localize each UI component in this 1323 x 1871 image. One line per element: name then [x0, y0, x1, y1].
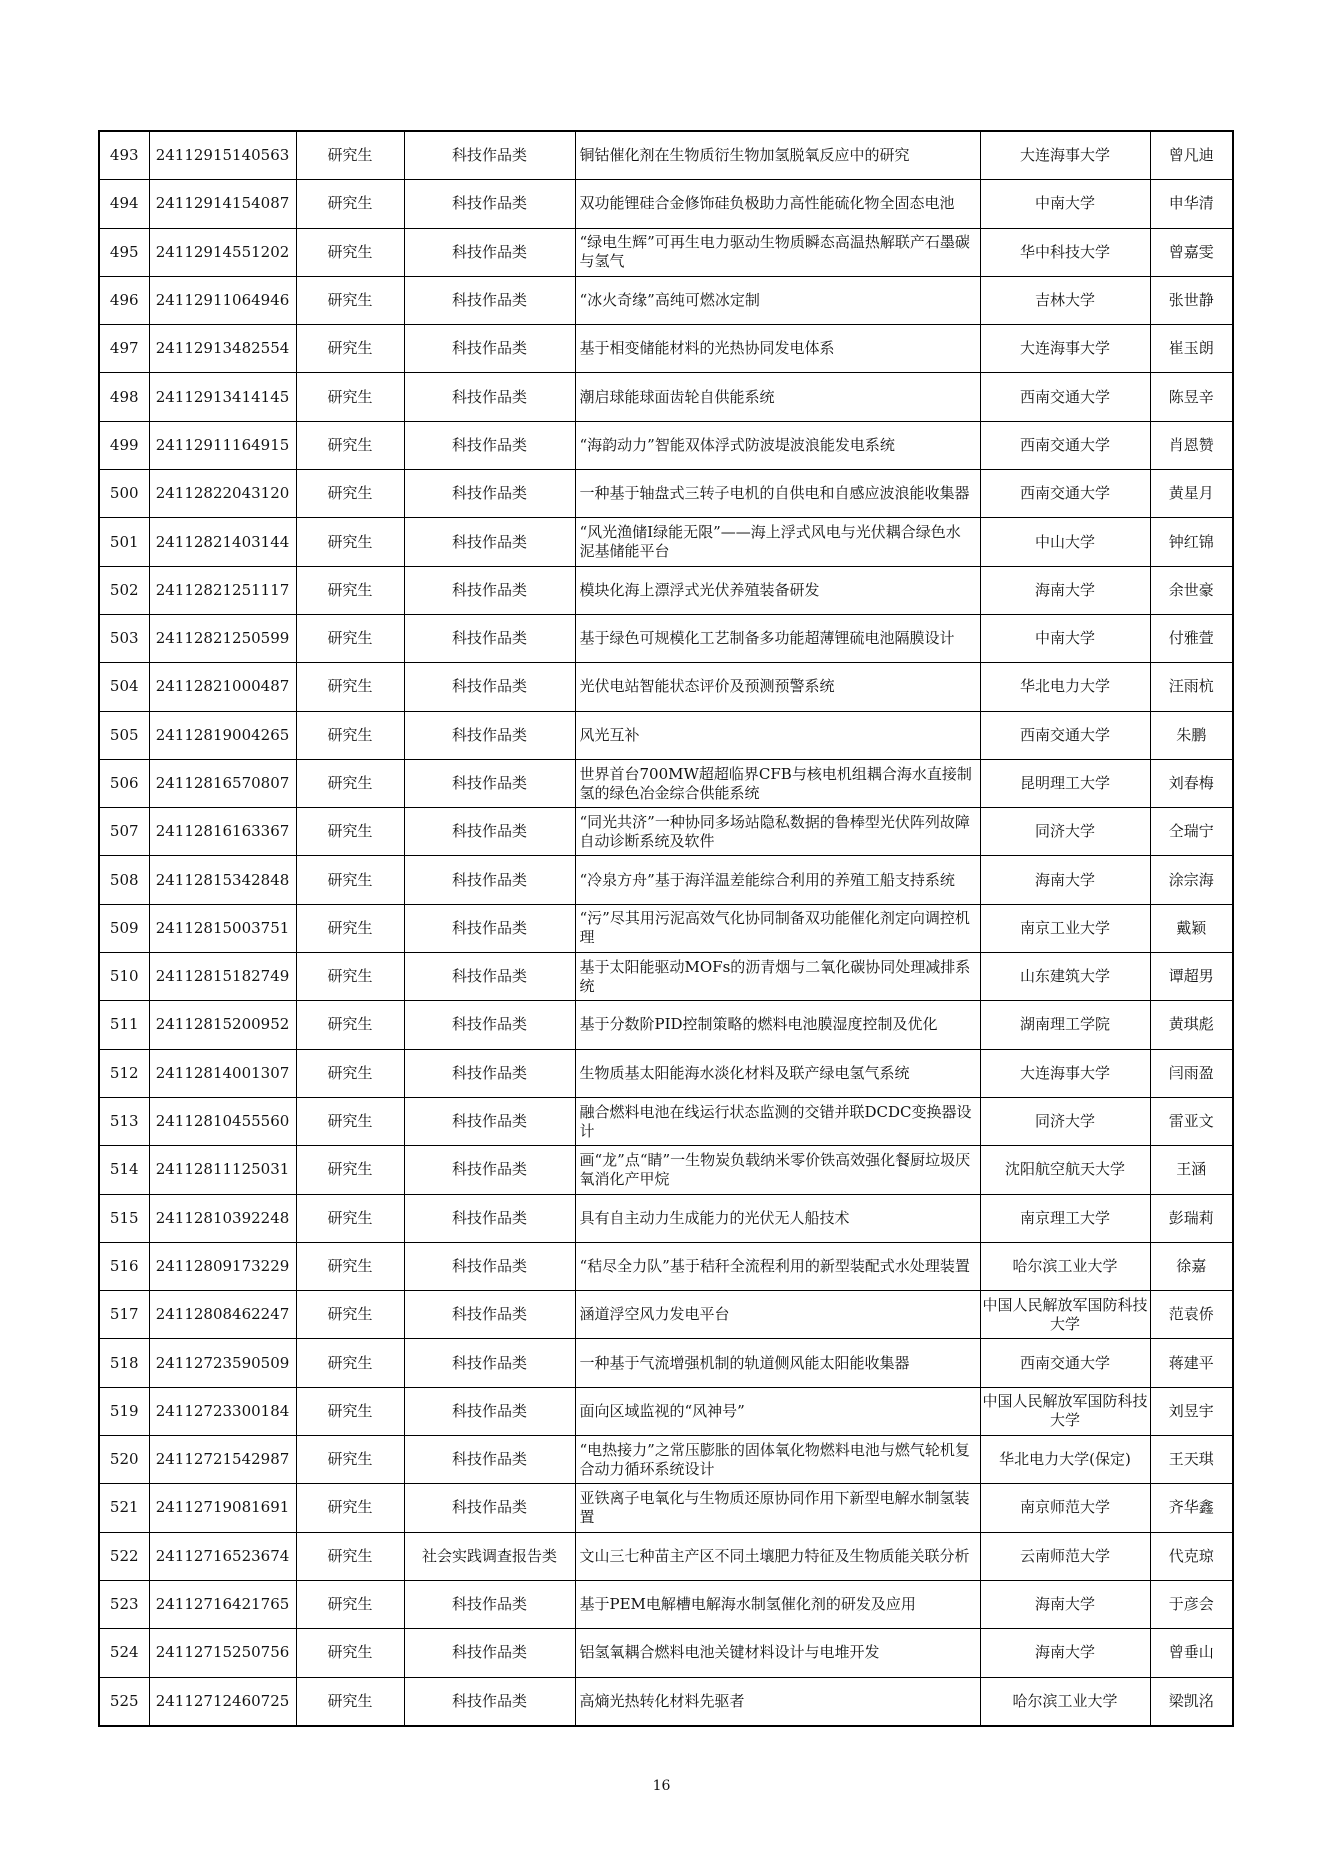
project-title-cell: 生物质基太阳能海水淡化材料及联产绿电氢气系统: [575, 1049, 980, 1097]
project-title-cell: 一种基于气流增强机制的轨道侧风能太阳能收集器: [575, 1339, 980, 1387]
category-cell: 科技作品类: [404, 1049, 575, 1097]
table-row: [99, 953, 1233, 1001]
row-number-cell: 503: [99, 614, 149, 662]
project-title-cell: 模块化海上漂浮式光伏养殖装备研发: [575, 566, 980, 614]
school-cell: 昆明理工大学: [980, 759, 1150, 807]
entry-id-cell: 24112811125031: [149, 1146, 296, 1194]
table-row: [99, 1339, 1233, 1387]
row-number-cell: 507: [99, 808, 149, 856]
level-cell: 研究生: [296, 1677, 404, 1726]
project-title-cell: 基于分数阶PID控制策略的燃料电池膜湿度控制及优化: [575, 1001, 980, 1049]
category-cell: 科技作品类: [404, 614, 575, 662]
table-row: [99, 614, 1233, 662]
entry-id-cell: 24112911164915: [149, 421, 296, 469]
row-number-cell: 502: [99, 566, 149, 614]
entry-id-cell: 24112821403144: [149, 518, 296, 566]
name-cell: 梁凯洺: [1150, 1677, 1233, 1726]
table-row: [99, 663, 1233, 711]
row-number-cell: 494: [99, 180, 149, 228]
name-cell: 戴颖: [1150, 904, 1233, 952]
name-cell: 汪雨杭: [1150, 663, 1233, 711]
row-number-cell: 493: [99, 131, 149, 180]
school-cell: 西南交通大学: [980, 470, 1150, 518]
table-row: [99, 518, 1233, 566]
project-title-cell: 基于太阳能驱动MOFs的沥青烟与二氧化碳协同处理减排系统: [575, 953, 980, 1001]
name-cell: 朱鹏: [1150, 711, 1233, 759]
name-cell: 范袁侨: [1150, 1291, 1233, 1339]
row-number-cell: 516: [99, 1242, 149, 1290]
project-title-cell: 光伏电站智能状态评价及预测预警系统: [575, 663, 980, 711]
category-cell: 科技作品类: [404, 421, 575, 469]
row-number-cell: 504: [99, 663, 149, 711]
table-row: [99, 711, 1233, 759]
category-cell: 科技作品类: [404, 953, 575, 1001]
name-cell: 闫雨盈: [1150, 1049, 1233, 1097]
school-cell: 西南交通大学: [980, 373, 1150, 421]
table-row: [99, 1291, 1233, 1339]
category-cell: 科技作品类: [404, 1436, 575, 1484]
level-cell: 研究生: [296, 953, 404, 1001]
name-cell: 曾凡迪: [1150, 131, 1233, 180]
row-number-cell: 500: [99, 470, 149, 518]
row-number-cell: 518: [99, 1339, 149, 1387]
school-cell: 华北电力大学(保定): [980, 1436, 1150, 1484]
name-cell: 彭瑞莉: [1150, 1194, 1233, 1242]
name-cell: 谭超男: [1150, 953, 1233, 1001]
row-number-cell: 496: [99, 276, 149, 324]
project-title-cell: 铝氢氧耦合燃料电池关键材料设计与电堆开发: [575, 1629, 980, 1677]
entry-id-cell: 24112715250756: [149, 1629, 296, 1677]
school-cell: 华北电力大学: [980, 663, 1150, 711]
level-cell: 研究生: [296, 1001, 404, 1049]
entry-id-cell: 24112915140563: [149, 131, 296, 180]
name-cell: 仝瑞宁: [1150, 808, 1233, 856]
entry-id-cell: 24112821251117: [149, 566, 296, 614]
school-cell: 大连海事大学: [980, 1049, 1150, 1097]
table-row: [99, 470, 1233, 518]
project-title-cell: 基于相变储能材料的光热协同发电体系: [575, 325, 980, 373]
school-cell: 同济大学: [980, 1097, 1150, 1145]
category-cell: 科技作品类: [404, 1194, 575, 1242]
table-row: [99, 759, 1233, 807]
project-title-cell: 高熵光热转化材料先驱者: [575, 1677, 980, 1726]
row-number-cell: 517: [99, 1291, 149, 1339]
level-cell: 研究生: [296, 518, 404, 566]
table-row: [99, 1484, 1233, 1532]
table-body: [99, 131, 1233, 1726]
level-cell: 研究生: [296, 663, 404, 711]
level-cell: 研究生: [296, 1291, 404, 1339]
name-cell: 于彦会: [1150, 1580, 1233, 1628]
entry-id-cell: 24112815200952: [149, 1001, 296, 1049]
entry-id-cell: 24112719081691: [149, 1484, 296, 1532]
row-number-cell: 495: [99, 228, 149, 276]
row-number-cell: 514: [99, 1146, 149, 1194]
category-cell: 科技作品类: [404, 1484, 575, 1532]
project-title-cell: 基于PEM电解槽电解海水制氢催化剂的研发及应用: [575, 1580, 980, 1628]
category-cell: 科技作品类: [404, 1291, 575, 1339]
row-number-cell: 524: [99, 1629, 149, 1677]
project-title-cell: “海韵动力”智能双体浮式防波堤波浪能发电系统: [575, 421, 980, 469]
entry-id-cell: 24112816570807: [149, 759, 296, 807]
category-cell: 科技作品类: [404, 808, 575, 856]
row-number-cell: 525: [99, 1677, 149, 1726]
row-number-cell: 497: [99, 325, 149, 373]
entry-id-cell: 24112815003751: [149, 904, 296, 952]
table-row: [99, 1097, 1233, 1145]
name-cell: 申华清: [1150, 180, 1233, 228]
school-cell: 山东建筑大学: [980, 953, 1150, 1001]
project-title-cell: 风光互补: [575, 711, 980, 759]
school-cell: 海南大学: [980, 1580, 1150, 1628]
category-cell: 科技作品类: [404, 856, 575, 904]
name-cell: 余世豪: [1150, 566, 1233, 614]
row-number-cell: 498: [99, 373, 149, 421]
project-title-cell: 铜钴催化剂在生物质衍生物加氢脱氧反应中的研究: [575, 131, 980, 180]
name-cell: 代克琼: [1150, 1532, 1233, 1580]
category-cell: 科技作品类: [404, 131, 575, 180]
row-number-cell: 519: [99, 1387, 149, 1435]
name-cell: 王天琪: [1150, 1436, 1233, 1484]
table-row: [99, 180, 1233, 228]
category-cell: 科技作品类: [404, 1387, 575, 1435]
row-number-cell: 509: [99, 904, 149, 952]
level-cell: 研究生: [296, 421, 404, 469]
category-cell: 科技作品类: [404, 1242, 575, 1290]
project-title-cell: “电热接力”之常压膨胀的固体氧化物燃料电池与燃气轮机复合动力循环系统设计: [575, 1436, 980, 1484]
name-cell: 钟红锦: [1150, 518, 1233, 566]
entry-id-cell: 24112914551202: [149, 228, 296, 276]
name-cell: 张世静: [1150, 276, 1233, 324]
page-number: 16: [652, 1778, 671, 1794]
level-cell: 研究生: [296, 904, 404, 952]
table-row: [99, 1146, 1233, 1194]
level-cell: 研究生: [296, 808, 404, 856]
school-cell: 云南师范大学: [980, 1532, 1150, 1580]
category-cell: 科技作品类: [404, 180, 575, 228]
category-cell: 科技作品类: [404, 1097, 575, 1145]
table-row: [99, 1532, 1233, 1580]
table-row: [99, 904, 1233, 952]
table-row: [99, 228, 1233, 276]
level-cell: 研究生: [296, 325, 404, 373]
level-cell: 研究生: [296, 228, 404, 276]
table-row: [99, 1242, 1233, 1290]
school-cell: 湖南理工学院: [980, 1001, 1150, 1049]
project-title-cell: 潮启球能球面齿轮自供能系统: [575, 373, 980, 421]
level-cell: 研究生: [296, 1484, 404, 1532]
name-cell: 涂宗海: [1150, 856, 1233, 904]
level-cell: 研究生: [296, 856, 404, 904]
name-cell: 齐华鑫: [1150, 1484, 1233, 1532]
school-cell: 南京师范大学: [980, 1484, 1150, 1532]
project-title-cell: 一种基于轴盘式三转子电机的自供电和自感应波浪能收集器: [575, 470, 980, 518]
school-cell: 哈尔滨工业大学: [980, 1677, 1150, 1726]
category-cell: 社会实践调查报告类: [404, 1532, 575, 1580]
name-cell: 崔玉朗: [1150, 325, 1233, 373]
level-cell: 研究生: [296, 1387, 404, 1435]
school-cell: 大连海事大学: [980, 325, 1150, 373]
row-number-cell: 515: [99, 1194, 149, 1242]
table-row: [99, 1387, 1233, 1435]
entry-id-cell: 24112821250599: [149, 614, 296, 662]
entry-id-cell: 24112809173229: [149, 1242, 296, 1290]
name-cell: 黄琪彪: [1150, 1001, 1233, 1049]
level-cell: 研究生: [296, 180, 404, 228]
school-cell: 中山大学: [980, 518, 1150, 566]
school-cell: 沈阳航空航天大学: [980, 1146, 1150, 1194]
entry-id-cell: 24112821000487: [149, 663, 296, 711]
name-cell: 黄星月: [1150, 470, 1233, 518]
table-row: [99, 1194, 1233, 1242]
category-cell: 科技作品类: [404, 711, 575, 759]
project-title-cell: “绿电生辉”可再生电力驱动生物质瞬态高温热解联产石墨碳与氢气: [575, 228, 980, 276]
table-row: [99, 808, 1233, 856]
table-row: [99, 1436, 1233, 1484]
entry-id-cell: 24112822043120: [149, 470, 296, 518]
level-cell: 研究生: [296, 131, 404, 180]
category-cell: 科技作品类: [404, 1629, 575, 1677]
level-cell: 研究生: [296, 373, 404, 421]
project-title-cell: “污”尽其用污泥高效气化协同制备双功能催化剂定向调控机理: [575, 904, 980, 952]
school-cell: 南京理工大学: [980, 1194, 1150, 1242]
entry-id-cell: 24112721542987: [149, 1436, 296, 1484]
name-cell: 徐嘉: [1150, 1242, 1233, 1290]
name-cell: 肖恩赞: [1150, 421, 1233, 469]
row-number-cell: 511: [99, 1001, 149, 1049]
name-cell: 陈昱辛: [1150, 373, 1233, 421]
table-row: [99, 1001, 1233, 1049]
level-cell: 研究生: [296, 1629, 404, 1677]
project-title-cell: 涵道浮空风力发电平台: [575, 1291, 980, 1339]
row-number-cell: 520: [99, 1436, 149, 1484]
project-table: [98, 130, 1234, 1727]
row-number-cell: 522: [99, 1532, 149, 1580]
entry-id-cell: 24112819004265: [149, 711, 296, 759]
category-cell: 科技作品类: [404, 1001, 575, 1049]
table-row: [99, 421, 1233, 469]
name-cell: 付雅萱: [1150, 614, 1233, 662]
project-title-cell: 融合燃料电池在线运行状态监测的交错并联DCDC变换器设计: [575, 1097, 980, 1145]
table-row: [99, 131, 1233, 180]
level-cell: 研究生: [296, 614, 404, 662]
category-cell: 科技作品类: [404, 759, 575, 807]
name-cell: 蒋建平: [1150, 1339, 1233, 1387]
table-row: [99, 1049, 1233, 1097]
row-number-cell: 506: [99, 759, 149, 807]
project-title-cell: “冷泉方舟”基于海洋温差能综合利用的养殖工船支持系统: [575, 856, 980, 904]
school-cell: 吉林大学: [980, 276, 1150, 324]
row-number-cell: 513: [99, 1097, 149, 1145]
entry-id-cell: 24112712460725: [149, 1677, 296, 1726]
category-cell: 科技作品类: [404, 1339, 575, 1387]
entry-id-cell: 24112716523674: [149, 1532, 296, 1580]
category-cell: 科技作品类: [404, 228, 575, 276]
name-cell: 刘昱宇: [1150, 1387, 1233, 1435]
table-row: [99, 1580, 1233, 1628]
project-title-cell: “同光共济”一种协同多场站隐私数据的鲁棒型光伏阵列故障自动诊断系统及软件: [575, 808, 980, 856]
table-row: [99, 566, 1233, 614]
table-row: [99, 325, 1233, 373]
project-title-cell: 具有自主动力生成能力的光伏无人船技术: [575, 1194, 980, 1242]
entry-id-cell: 24112808462247: [149, 1291, 296, 1339]
category-cell: 科技作品类: [404, 1580, 575, 1628]
project-title-cell: 基于绿色可规模化工艺制备多功能超薄锂硫电池隔膜设计: [575, 614, 980, 662]
level-cell: 研究生: [296, 1580, 404, 1628]
level-cell: 研究生: [296, 759, 404, 807]
school-cell: 南京工业大学: [980, 904, 1150, 952]
project-title-cell: 世界首台700MW超超临界CFB与核电机组耦合海水直接制氢的绿色冶金综合供能系统: [575, 759, 980, 807]
row-number-cell: 521: [99, 1484, 149, 1532]
level-cell: 研究生: [296, 470, 404, 518]
entry-id-cell: 24112814001307: [149, 1049, 296, 1097]
level-cell: 研究生: [296, 711, 404, 759]
row-number-cell: 499: [99, 421, 149, 469]
school-cell: 海南大学: [980, 1629, 1150, 1677]
level-cell: 研究生: [296, 1146, 404, 1194]
table-row: [99, 1629, 1233, 1677]
school-cell: 西南交通大学: [980, 711, 1150, 759]
entry-id-cell: 24112810392248: [149, 1194, 296, 1242]
school-cell: 大连海事大学: [980, 131, 1150, 180]
school-cell: 海南大学: [980, 856, 1150, 904]
category-cell: 科技作品类: [404, 663, 575, 711]
category-cell: 科技作品类: [404, 276, 575, 324]
row-number-cell: 508: [99, 856, 149, 904]
project-title-cell: 双功能锂硅合金修饰硅负极助力高性能硫化物全固态电池: [575, 180, 980, 228]
entry-id-cell: 24112816163367: [149, 808, 296, 856]
school-cell: 华中科技大学: [980, 228, 1150, 276]
name-cell: 曾垂山: [1150, 1629, 1233, 1677]
level-cell: 研究生: [296, 1049, 404, 1097]
entry-id-cell: 24112913482554: [149, 325, 296, 373]
row-number-cell: 505: [99, 711, 149, 759]
entry-id-cell: 24112723300184: [149, 1387, 296, 1435]
category-cell: 科技作品类: [404, 518, 575, 566]
school-cell: 中南大学: [980, 180, 1150, 228]
row-number-cell: 510: [99, 953, 149, 1001]
category-cell: 科技作品类: [404, 325, 575, 373]
level-cell: 研究生: [296, 1436, 404, 1484]
project-title-cell: 面向区域监视的“风神号”: [575, 1387, 980, 1435]
row-number-cell: 501: [99, 518, 149, 566]
school-cell: 海南大学: [980, 566, 1150, 614]
name-cell: 刘春梅: [1150, 759, 1233, 807]
project-title-cell: 画“龙”点“睛”一生物炭负载纳米零价铁高效强化餐厨垃圾厌氧消化产甲烷: [575, 1146, 980, 1194]
level-cell: 研究生: [296, 566, 404, 614]
project-title-cell: “风光渔储I绿能无限”——海上浮式风电与光伏耦合绿色水泥基储能平台: [575, 518, 980, 566]
name-cell: 雷亚文: [1150, 1097, 1233, 1145]
school-cell: 中国人民解放军国防科技大学: [980, 1291, 1150, 1339]
level-cell: 研究生: [296, 1097, 404, 1145]
category-cell: 科技作品类: [404, 373, 575, 421]
entry-id-cell: 24112913414145: [149, 373, 296, 421]
level-cell: 研究生: [296, 1242, 404, 1290]
school-cell: 西南交通大学: [980, 421, 1150, 469]
entry-id-cell: 24112815342848: [149, 856, 296, 904]
school-cell: 中南大学: [980, 614, 1150, 662]
name-cell: 王涵: [1150, 1146, 1233, 1194]
project-title-cell: 文山三七种苗主产区不同土壤肥力特征及生物质能关联分析: [575, 1532, 980, 1580]
entry-id-cell: 24112716421765: [149, 1580, 296, 1628]
school-cell: 中国人民解放军国防科技大学: [980, 1387, 1150, 1435]
school-cell: 同济大学: [980, 808, 1150, 856]
entry-id-cell: 24112911064946: [149, 276, 296, 324]
table-row: [99, 856, 1233, 904]
project-title-cell: 亚铁离子电氧化与生物质还原协同作用下新型电解水制氢装置: [575, 1484, 980, 1532]
category-cell: 科技作品类: [404, 566, 575, 614]
table-row: [99, 276, 1233, 324]
level-cell: 研究生: [296, 1532, 404, 1580]
level-cell: 研究生: [296, 276, 404, 324]
row-number-cell: 523: [99, 1580, 149, 1628]
table-row: [99, 373, 1233, 421]
entry-id-cell: 24112914154087: [149, 180, 296, 228]
entry-id-cell: 24112723590509: [149, 1339, 296, 1387]
category-cell: 科技作品类: [404, 1146, 575, 1194]
project-title-cell: “秸尽全力队”基于秸秆全流程利用的新型装配式水处理装置: [575, 1242, 980, 1290]
category-cell: 科技作品类: [404, 1677, 575, 1726]
school-cell: 哈尔滨工业大学: [980, 1242, 1150, 1290]
table-row: [99, 1677, 1233, 1726]
project-title-cell: “冰火奇缘”高纯可燃冰定制: [575, 276, 980, 324]
row-number-cell: 512: [99, 1049, 149, 1097]
category-cell: 科技作品类: [404, 470, 575, 518]
name-cell: 曾嘉雯: [1150, 228, 1233, 276]
level-cell: 研究生: [296, 1339, 404, 1387]
entry-id-cell: 24112810455560: [149, 1097, 296, 1145]
school-cell: 西南交通大学: [980, 1339, 1150, 1387]
entry-id-cell: 24112815182749: [149, 953, 296, 1001]
level-cell: 研究生: [296, 1194, 404, 1242]
category-cell: 科技作品类: [404, 904, 575, 952]
